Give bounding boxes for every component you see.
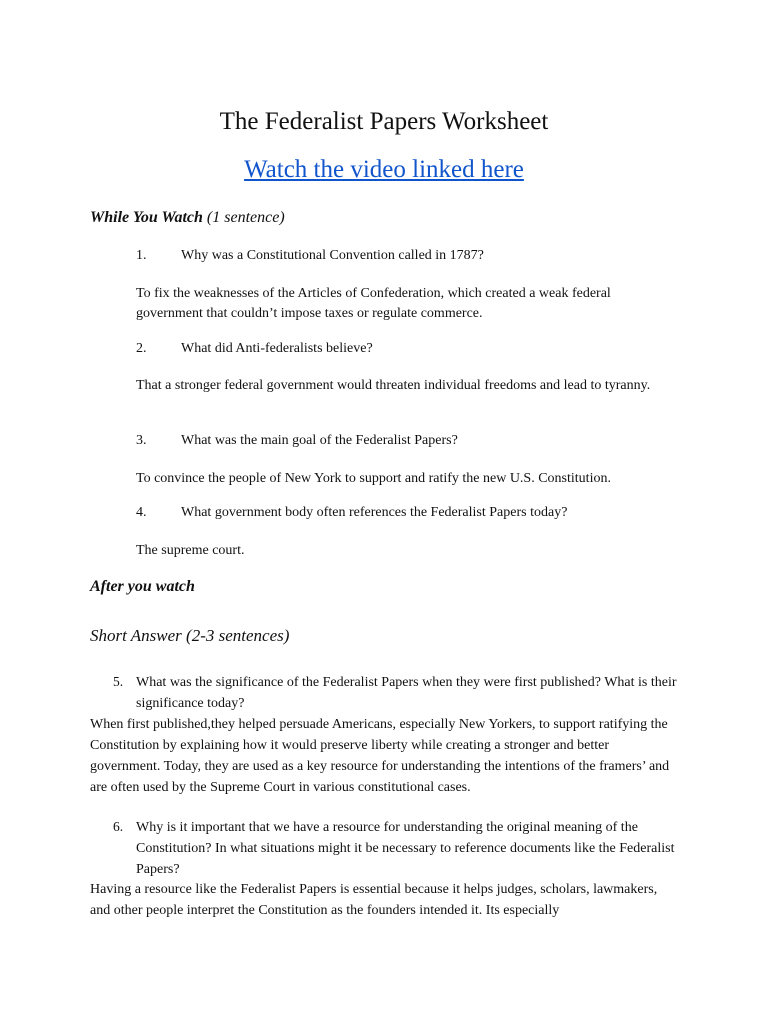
question-6-text: Why is it important that we have a resource for understanding the original meaning of the Constitution? In what situations might it be necessary to reference documents like the Federalist Papers?: [136, 820, 675, 877]
question-number: 6.: [113, 819, 124, 834]
answer-6: Having a resource like the Federalist Papers is essential because it helps judges, scholars, lawmakers, and other people interpret the Constitution as the founders intended it. Its especially: [90, 882, 658, 918]
question-text: What government body often references the Federalist Papers today?: [181, 505, 568, 520]
short-answer-heading: Short Answer (2-3 sentences): [90, 626, 290, 645]
answer-4: The supreme court.: [136, 543, 245, 558]
video-link[interactable]: Watch the video linked here: [244, 156, 524, 183]
question-number: 5.: [113, 674, 124, 689]
answer-1: To fix the weaknesses of the Articles of Confederation, which created a weak federal government that couldn’t impose taxes or regulate commerce.: [136, 286, 611, 321]
answer-3: To convince the people of New York to support and ratify the new U.S. Constitution.: [136, 471, 611, 486]
question-number: 4.: [136, 505, 147, 520]
while-you-watch-note: (1 sentence): [202, 209, 285, 226]
after-you-watch-heading: After you watch: [90, 578, 195, 595]
while-you-watch-heading: [90, 209, 285, 227]
answer-5: When first published,they helped persuade Americans, especially New Yorkers, to support ratifying the Constitution by explaining how it would preserve liberty while creating a stronger and better government. Today, they are used as a key resource for understanding the intentions of the framers’ and are often used by the Supreme Court in various constitutional cases.: [90, 717, 670, 795]
answer-2: That a stronger federal government would threaten individual freedoms and lead to tyranny.: [136, 378, 651, 393]
page-title: The Federalist Papers Worksheet: [219, 108, 549, 135]
question-text: What did Anti-federalists believe?: [181, 341, 373, 356]
question-number: 3.: [136, 433, 147, 448]
question-text: What was the main goal of the Federalist Papers?: [181, 433, 458, 448]
question-5-text: What was the significance of the Federalist Papers when they were first published? What is their significance today?: [136, 675, 677, 711]
question-number: 1.: [136, 248, 147, 263]
question-number: 2.: [136, 341, 147, 356]
question-text: Why was a Constitutional Convention called in 1787?: [181, 248, 484, 263]
while-you-watch-label: While You Watch: [90, 209, 203, 226]
